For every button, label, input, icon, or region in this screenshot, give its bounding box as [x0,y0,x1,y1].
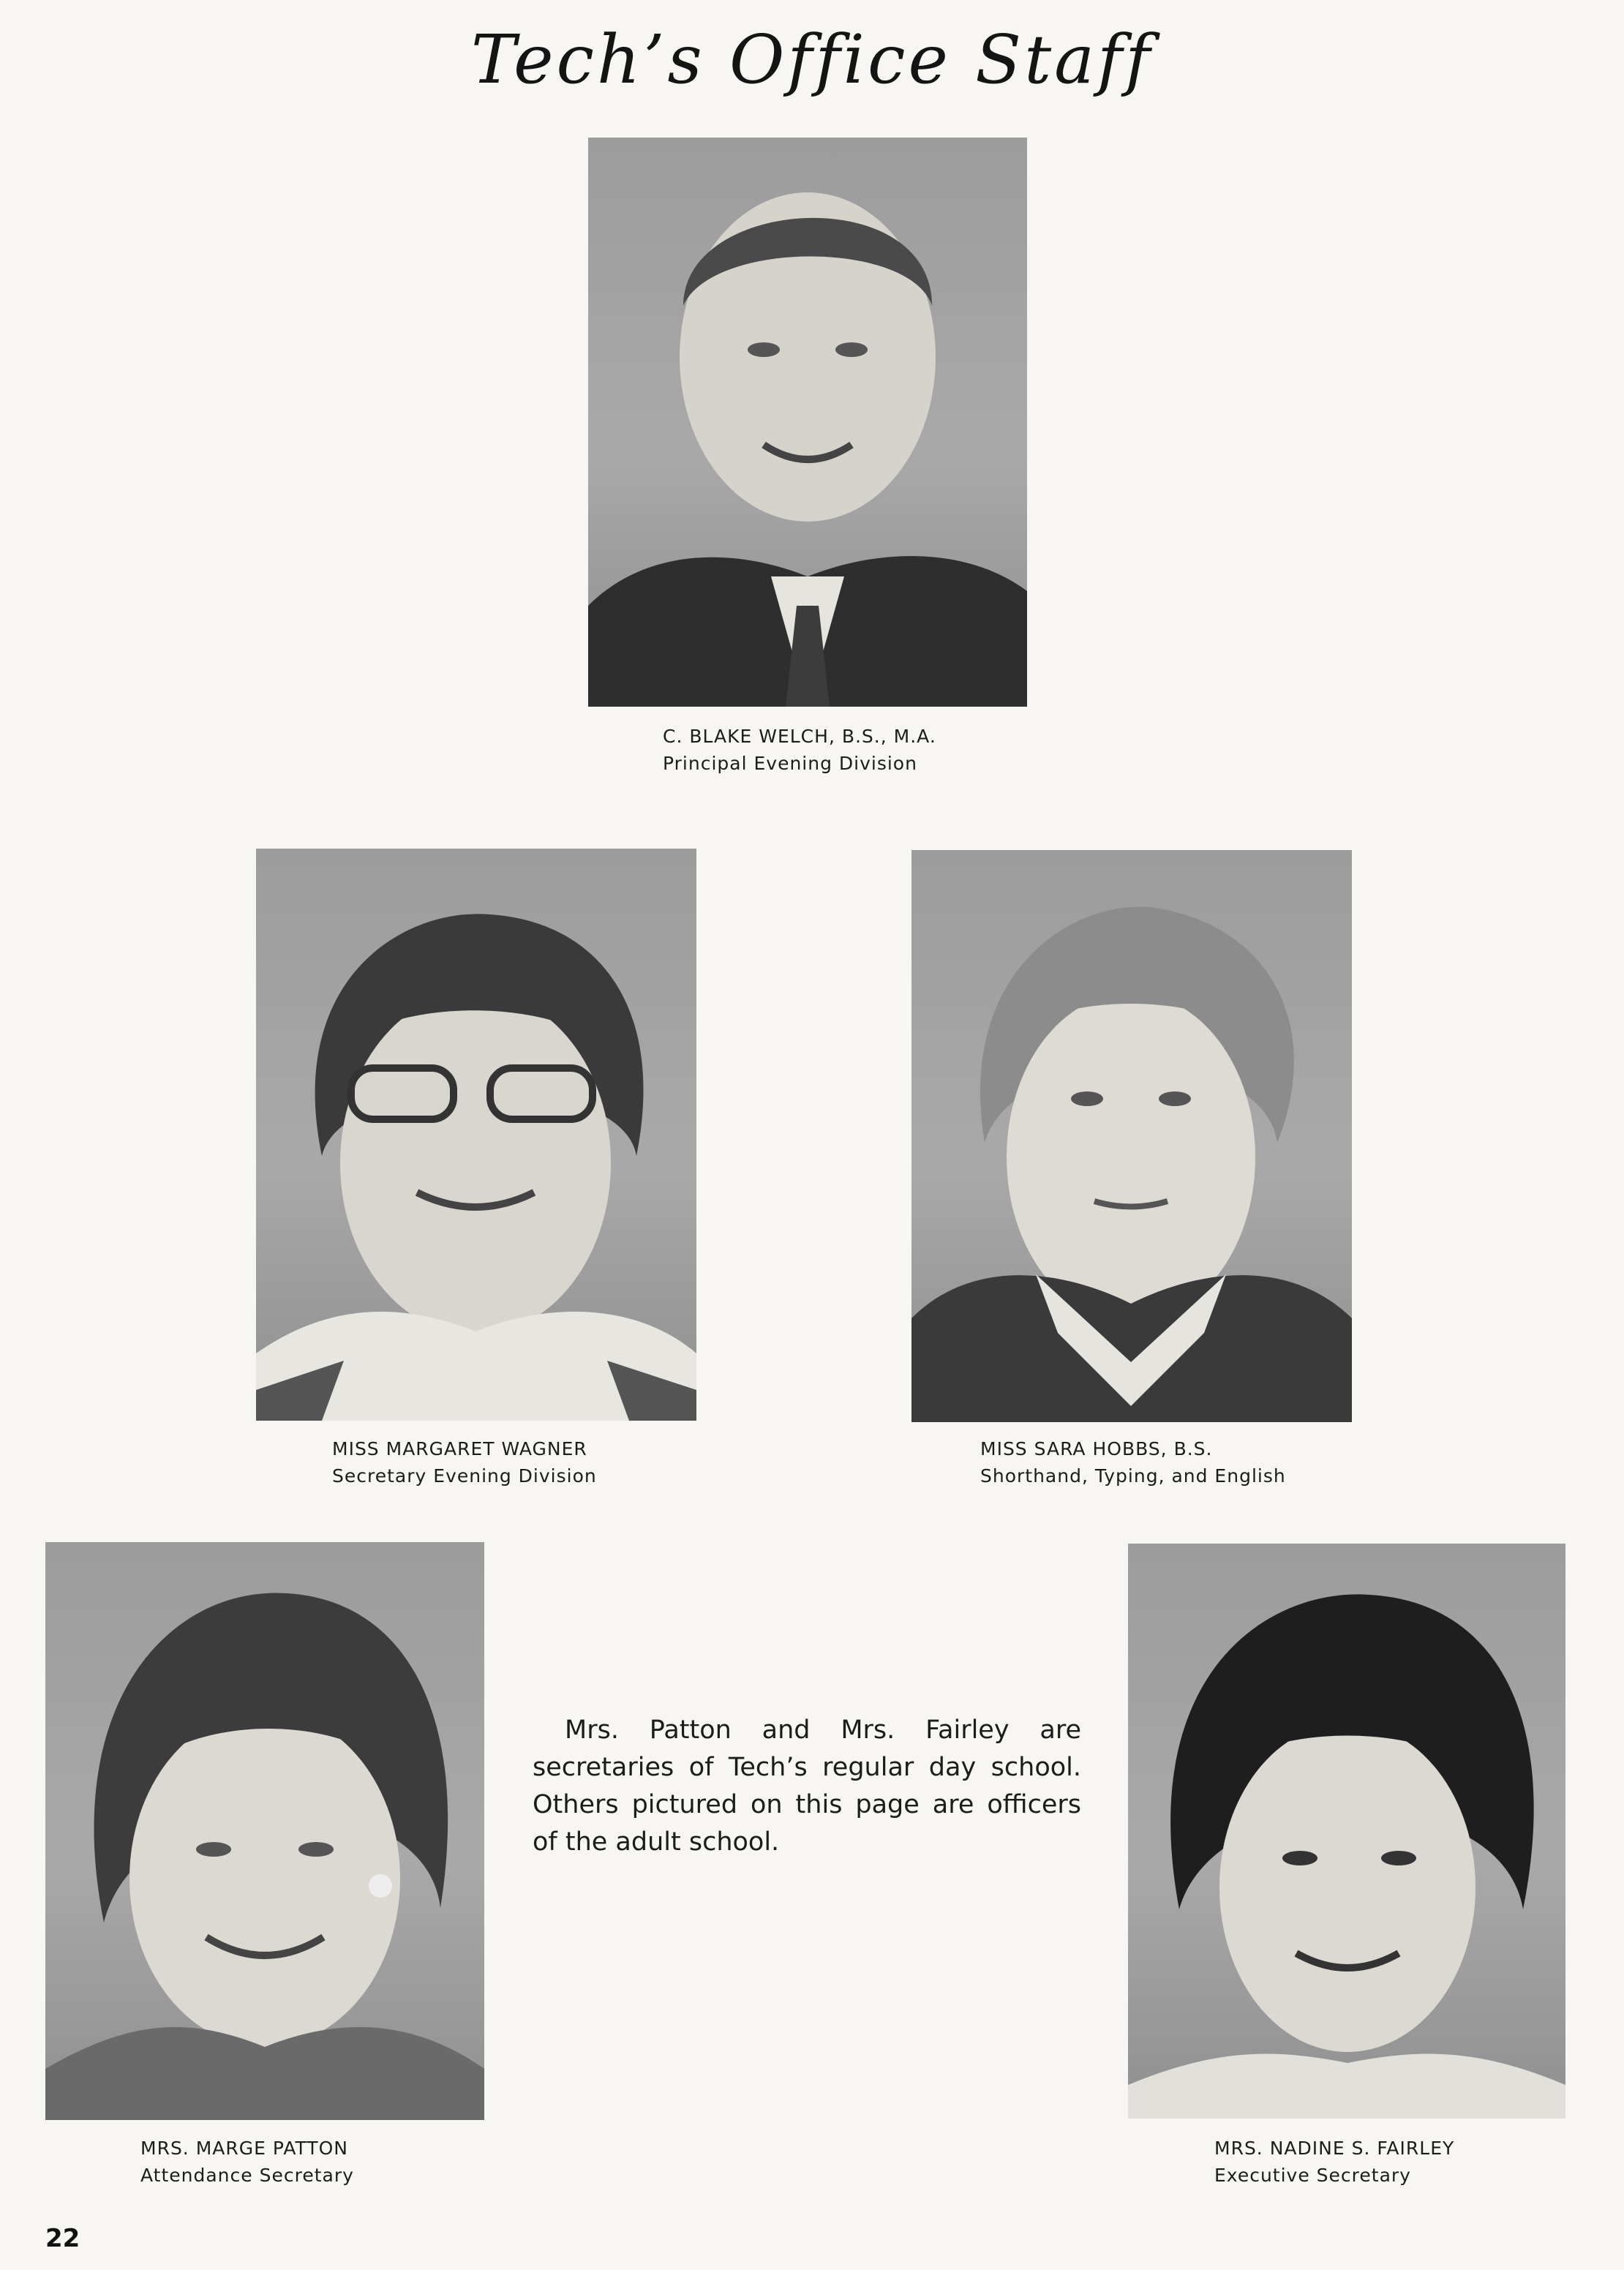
page-title: Tech’s Office Staff [470,20,1154,99]
staff-name: MRS. MARGE PATTON [140,2138,348,2159]
staff-name: MISS MARGARET WAGNER [332,1438,587,1459]
staff-name: MRS. NADINE S. FAIRLEY [1214,2138,1455,2159]
portrait-photo-patton [45,1542,484,2120]
staff-caption-patton [140,2135,354,2189]
staff-caption-hobbs [980,1435,1286,1489]
portrait-photo-hobbs [911,850,1352,1422]
portrait-photo-wagner [256,849,696,1421]
staff-caption-wagner [332,1435,597,1489]
staff-role: Attendance Secretary [140,2165,354,2186]
page-number: 22 [45,2224,80,2253]
staff-name: MISS SARA HOBBS, B.S. [980,1438,1213,1459]
staff-name: C. BLAKE WELCH, B.S., M.A. [663,726,936,747]
staff-role: Executive Secretary [1214,2165,1411,2186]
portrait-photo-fairley [1128,1544,1565,2119]
staff-role: Shorthand, Typing, and English [980,1465,1286,1487]
portrait-photo-welch [588,138,1027,707]
staff-caption-welch [663,723,936,777]
page-blurb: Mrs. Patton and Mrs. Fairley are secretaries of Tech’s regular day school. Others pictured on this page are officers of the adult school. [533,1715,1081,1857]
staff-role: Principal Evening Division [663,753,917,774]
staff-role: Secretary Evening Division [332,1465,597,1487]
staff-caption-fairley [1214,2135,1454,2189]
